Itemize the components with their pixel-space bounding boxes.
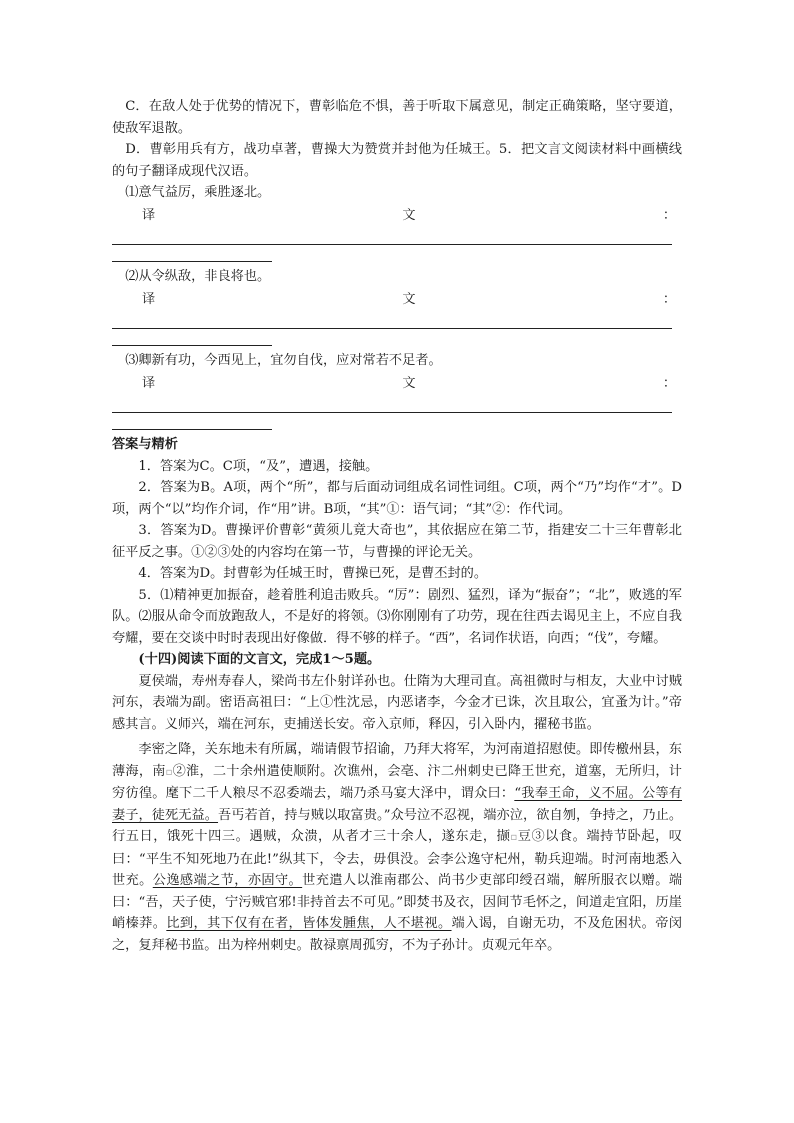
passage-text: 端入谒，自谢无功，不及危困状。帝闵之，复拜秘书监。出为梓州刺史。散禄禀周孤穷，不为子孙计。贞观元年卒。 [112, 916, 683, 953]
passage-text: ②淮，二十余州遣使顺附。次谯州，会亳、汴二州刺史已降王世充，道塞，无所归，计穷彷徨。麾下二千人粮尽不忍委端去，端乃杀马宴大泽中，谓众曰： [112, 763, 682, 801]
translate-fill-row-2 [112, 289, 682, 311]
underlined-sentence-3: 比到，其下仅有在者，皆体发腫焦，人不堪视。 [166, 916, 452, 931]
answer-4: 4．答案为D。封曹彰为任城王时，曹操已死，是曹丕封的。 [138, 566, 488, 581]
translate-sentence-1: ⑴意气益厉，乘胜逐北。 [125, 185, 271, 200]
passage-text: 豆③以食。端持节卧起，叹曰：“平生不知死地乃在此!”纵其下，令去，毋俱没。会李公逸守杞州，勒兵迎端。时河南地悉入世充。 [112, 829, 682, 888]
translate-fill-row-1 [112, 205, 682, 227]
label-colon: ： [662, 375, 676, 391]
label-yi: 译 [142, 375, 156, 391]
document-page [112, 96, 682, 956]
answer-line-3[interactable] [112, 398, 672, 413]
answer-line-1-short[interactable] [112, 245, 272, 262]
label-yi: 译 [142, 291, 156, 307]
translate-sentence-3: ⑶卿新有功，今西见上，宜勿自伐，应对常若不足者。 [125, 353, 442, 368]
option-c: C．在敌人处于优势的情况下，曹彰临危不惧，善于听取下属意见，制定正确策略，坚守要道，使敌军退散。 [112, 99, 682, 136]
label-wen: 文 [402, 291, 416, 307]
label-wen: 文 [402, 375, 416, 391]
section-14-heading: (十四)阅读下面的文言文，完成1～5题。 [138, 652, 381, 667]
answer-line-2[interactable] [112, 314, 672, 329]
underlined-sentence-2: 公逸感端之节，亦固守。 [152, 873, 303, 888]
translate-fill-row-3 [112, 373, 682, 395]
passage-paragraph-1: 夏侯端，寿州寿春人，梁尚书左仆射详孙也。仕隋为大理司直。高祖微时与相友，大业中讨贼河东，表端为副。密语高祖曰：“上①性沈忌，内恶诸李，今金才已诛，次且取公，宜蚤为计。”帝感其言。义师兴，端在河东，吏捕送长安。帝入京师，释囚，引入卧内，擢秘书监。 [112, 673, 682, 732]
label-wen: 文 [402, 207, 416, 223]
passage-text: 吾丐若首，持与贼以取富贵。”众号泣不忍视，端亦泣，欲自刎，争持之，乃止。行五日，饿死十四三。遇贼，众溃，从者才三十余人，遂东走，撷 [112, 807, 683, 844]
answer-1: 1．答案为C。C项，“及”，遭遇，接触。 [138, 458, 379, 474]
underlined-sentence-1: “我奉王命，义不屈。公等有妻子，徒死无益。 [112, 786, 682, 823]
answer-5: 5．⑴精神更加振奋，趁着胜利追击败兵。“厉”：剧烈、猛烈，译为“振奋”；“北”，败逃的军队。⑵服从命令而放跑敌人，不是好的将领。⑶你刚刚有了功劳，现在往西去谒见主上，不应自我夸耀，要在交谈中时时表现出好像做．得不够的样子。“西”，名词作状语，向西；“伐”，夸耀。 [112, 587, 682, 646]
answer-2: 2．答案为B。A项，两个“所”，都与后面动词组成名词性词组。C项，两个“乃”均作“才”。D项，两个“以”均作介词，作“用”讲。B项，“其”①：语气词；“其”②：作代词。 [112, 480, 682, 517]
rare-glyph: ▫ [165, 766, 173, 778]
translate-sentence-2: ⑵从令纵敌，非良将也。 [125, 269, 271, 284]
answer-line-2-short[interactable] [112, 329, 272, 346]
answer-line-1[interactable] [112, 230, 672, 245]
label-colon: ： [662, 291, 676, 307]
option-d: D．曹彰用兵有方，战功卓著，曹操大为赞赏并封他为任城王。5．把文言文阅读材料中画横线的句子翻译成现代汉语。 [112, 142, 682, 179]
answers-heading: 答案与精析 [112, 437, 178, 452]
answer-line-3-short[interactable] [112, 413, 272, 430]
label-yi: 译 [142, 207, 156, 223]
answer-3: 3．答案为D。曹操评价曹彰“黄须儿竟大奇也”，其依据应在第二节，指建安二十三年曹彰北征平反之事。①②③处的内容均在第一节，与曹操的评论无关。 [112, 523, 682, 560]
passage-text: 世充遣人以淮南郡公、尚书少吏部印绶召端，解所服衣以赠。端曰：“吾，天子使，宁污贼官邪!非持首去不可见。”即焚书及衣，因间节毛怀之，间道走宜阳，历崖峭榛莽。 [112, 873, 683, 931]
label-colon: ： [662, 207, 676, 223]
passage-paragraph-2 [112, 739, 682, 956]
rare-glyph: ▫ [510, 832, 518, 843]
passage-text: 李密之降，关东地未有所属，端请假节招谕，乃拜大将军，为河南道招慰使。即传檄州县，东薄海，南 [112, 742, 682, 779]
